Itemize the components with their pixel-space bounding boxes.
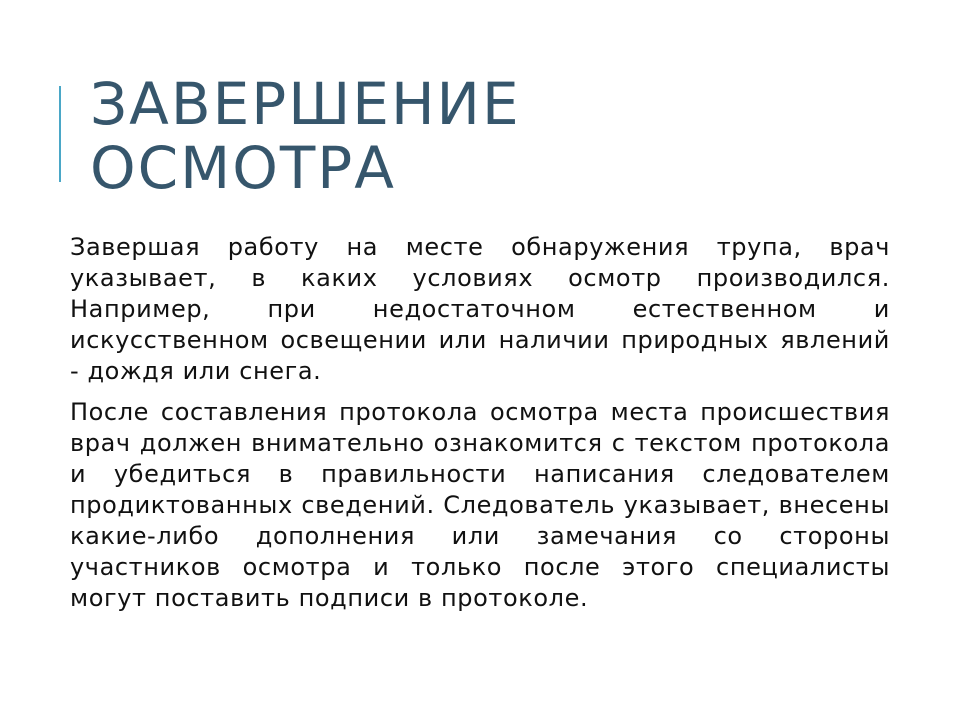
slide-body [70,232,890,624]
slide-title-line-1: ЗАВЕРШЕНИЕ [90,70,521,138]
body-paragraph-1: Завершая работу на месте обнаружения трупа, врач указывает, в каких условиях осмотр производился. Например, при недостаточном естественном и искусственном освещении или наличии природных явлений - дождя или снега. [70,233,890,385]
title-accent-bar [59,86,61,182]
slide-title-line-2: ОСМОТРА [90,134,396,202]
slide-title [90,72,521,200]
body-paragraph-2: После составления протокола осмотра места происшествия врач должен внимательно ознакомится с текстом протокола и убедиться в правильности написания следователем продиктованных сведений. Следователь указывает, внесены какие-либо дополнения или замечания со стороны участников осмотра и только после этого специалисты могут поставить подписи в протоколе. [70,398,890,612]
